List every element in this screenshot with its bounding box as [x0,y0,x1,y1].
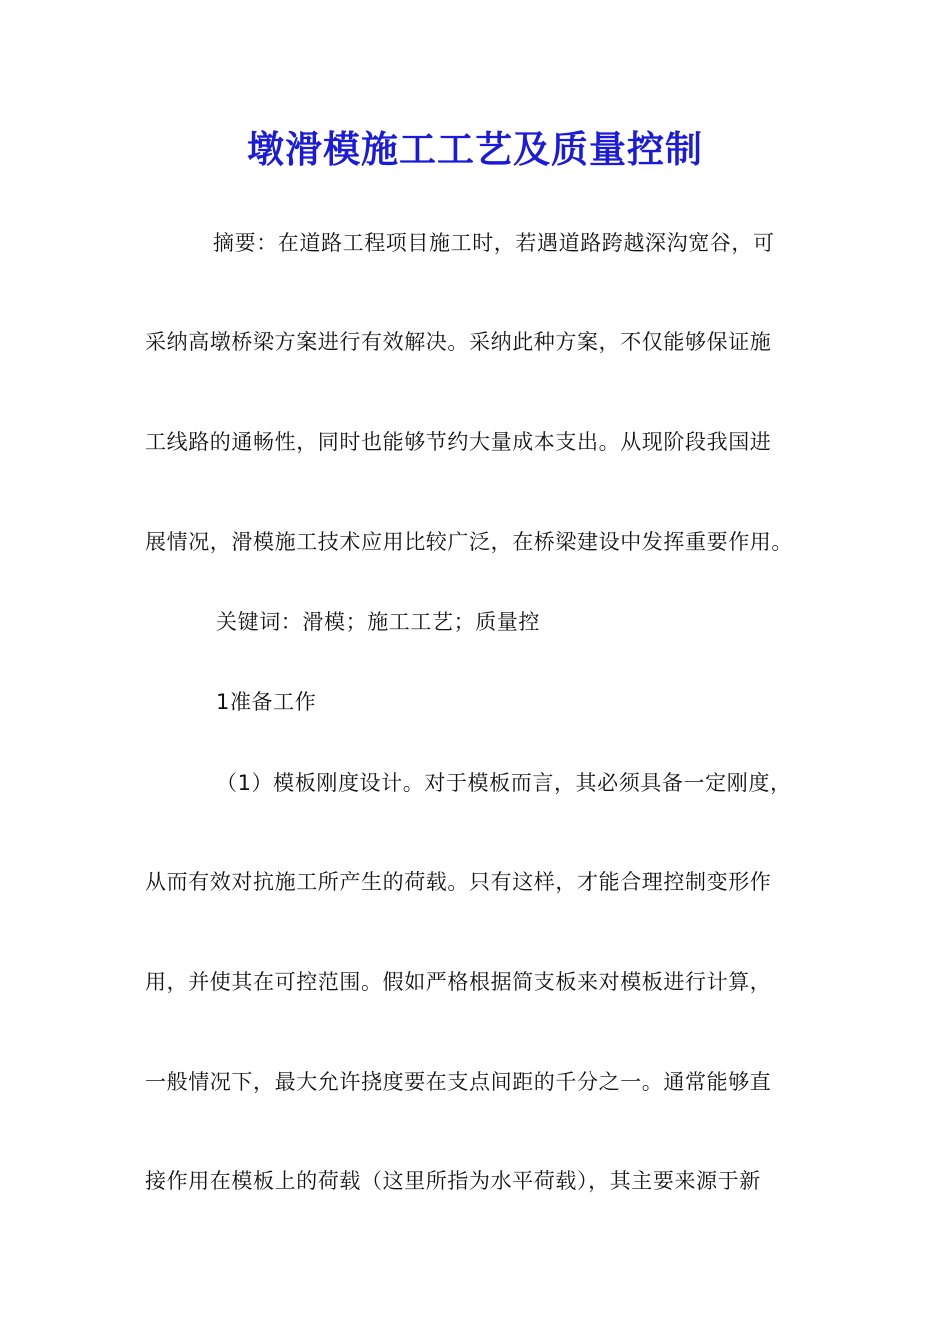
abstract-line-2: 采纳高墩桥梁方案进行有效解决。采纳此种方案，不仅能够保证施 [145,330,772,354]
abstract-line-3: 工线路的通畅性，同时也能够节约大量成本支出。从现阶段我国进 [145,430,772,454]
section-heading: 1准备工作 [216,690,317,714]
body-line-4: 一般情况下，最大允许挠度要在支点间距的千分之一。通常能够直 [145,1070,772,1094]
abstract-line-1: 摘要：在道路工程项目施工时，若遇道路跨越深沟宽谷，可 [213,231,775,255]
body-line-5: 接作用在模板上的荷载（这里所指为水平荷载），其主要来源于新 [145,1169,761,1193]
body-line-2: 从而有效对抗施工所产生的荷载。只有这样，才能合理控制变形作 [145,870,772,894]
abstract-line-4: 展情况，滑模施工技术应用比较广泛，在桥梁建设中发挥重要作用。 [145,530,793,554]
body-line-1: （1）模板刚度设计。对于模板而言，其必须具备一定刚度， [216,771,792,795]
keywords-line: 关键词：滑模；施工工艺；质量控 [216,610,540,634]
body-line-3: 用，并使其在可控范围。假如严格根据简支板来对模板进行计算， [145,970,772,994]
document-title: 墩滑模施工工艺及质量控制 [247,127,703,171]
